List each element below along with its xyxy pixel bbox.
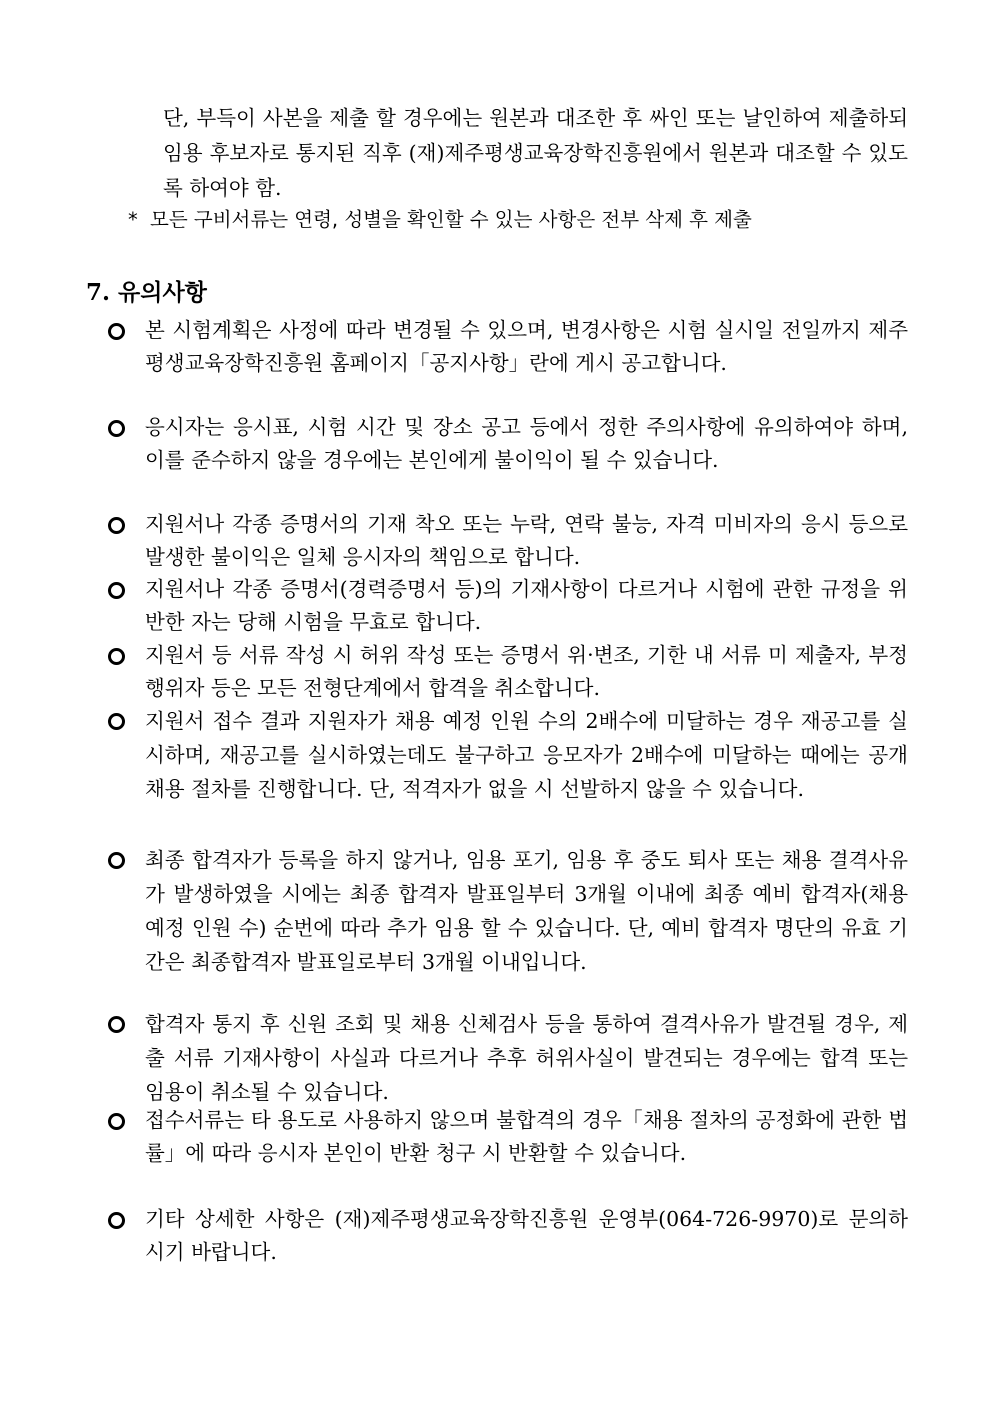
footnote-marker: * <box>128 208 138 231</box>
list-item-text: 접수서류는 타 용도로 사용하지 않으며 불합격의 경우「채용 절차의 공정화에 관한 법률」에 따라 응시자 본인이 반환 청구 시 반환할 수 있습니다. <box>145 1108 908 1165</box>
list-item-text: 지원서 접수 결과 지원자가 채용 예정 인원 수의 2배수에 미달하는 경우 재공고를 실시하며, 재공고를 실시하였는데도 불구하고 응모자가 2배수에 미달하는 때에는 공개 채용 절차를 진행합니다. 단, 적격자가 없을 시 선발하지 않을 수 있습니다. <box>145 709 908 801</box>
footnote-text: 모든 구비서류는 연령, 성별을 확인할 수 있는 사항은 전부 삭제 후 제출 <box>150 208 752 231</box>
continuation-paragraph: 단, 부득이 사본을 제출 할 경우에는 원본과 대조한 후 싸인 또는 날인하여 제출하되 임용 후보자로 통지된 직후 (재)제주평생교육장학진흥원에서 원본과 대조할 수 있도록 하여야 함. <box>163 106 908 200</box>
circle-bullet-icon <box>108 648 125 665</box>
circle-bullet-icon <box>108 1016 125 1033</box>
list-item-text: 지원서나 각종 증명서의 기재 착오 또는 누락, 연락 불능, 자격 미비자의 응시 등으로 발생한 불이익은 일체 응시자의 책임으로 합니다. <box>145 512 908 569</box>
list-item-text: 기타 상세한 사항은 (재)제주평생교육장학진흥원 운영부(064-726-9970)로 문의하시기 바랍니다. <box>145 1207 908 1264</box>
circle-bullet-icon <box>108 1212 125 1229</box>
circle-bullet-icon <box>108 420 125 437</box>
list-item-text: 지원서나 각종 증명서(경력증명서 등)의 기재사항이 다르거나 시험에 관한 규정을 위반한 자는 당해 시험을 무효로 합니다. <box>145 577 908 634</box>
list-item-text: 지원서 등 서류 작성 시 허위 작성 또는 증명서 위·변조, 기한 내 서류 미 제출자, 부정행위자 등은 모든 전형단계에서 합격을 취소합니다. <box>145 643 908 700</box>
circle-bullet-icon <box>108 323 125 340</box>
list-item-text: 응시자는 응시표, 시험 시간 및 장소 공고 등에서 정한 주의사항에 유의하여야 하며, 이를 준수하지 않을 경우에는 본인에게 불이익이 될 수 있습니다. <box>145 415 908 472</box>
list-item-text: 최종 합격자가 등록을 하지 않거나, 임용 포기, 임용 후 중도 퇴사 또는 채용 결격사유가 발생하였을 시에는 최종 합격자 발표일부터 3개월 이내에 최종 예비 합격자(채용 예정 인원 수) 순번에 따라 추가 임용 할 수 있습니다. 단, 예비 합격자 명단의 유효 기간은 최종합격자 발표일로부터 3개월 이내입니다. <box>145 848 908 974</box>
list-item-text: 본 시험계획은 사정에 따라 변경될 수 있으며, 변경사항은 시험 실시일 전일까지 제주평생교육장학진흥원 홈페이지「공지사항」란에 게시 공고합니다. <box>145 318 908 375</box>
circle-bullet-icon <box>108 517 125 534</box>
circle-bullet-icon <box>108 582 125 599</box>
section-title: 7. 유의사항 <box>86 279 207 306</box>
circle-bullet-icon <box>108 852 125 869</box>
circle-bullet-icon <box>108 1113 125 1130</box>
footnote <box>128 204 908 236</box>
list-item-text: 합격자 통지 후 신원 조회 및 채용 신체검사 등을 통하여 결격사유가 발견될 경우, 제출 서류 기재사항이 사실과 다르거나 추후 허위사실이 발견되는 경우에는 합격 또는 임용이 취소될 수 있습니다. <box>145 1012 908 1104</box>
circle-bullet-icon <box>108 713 125 730</box>
